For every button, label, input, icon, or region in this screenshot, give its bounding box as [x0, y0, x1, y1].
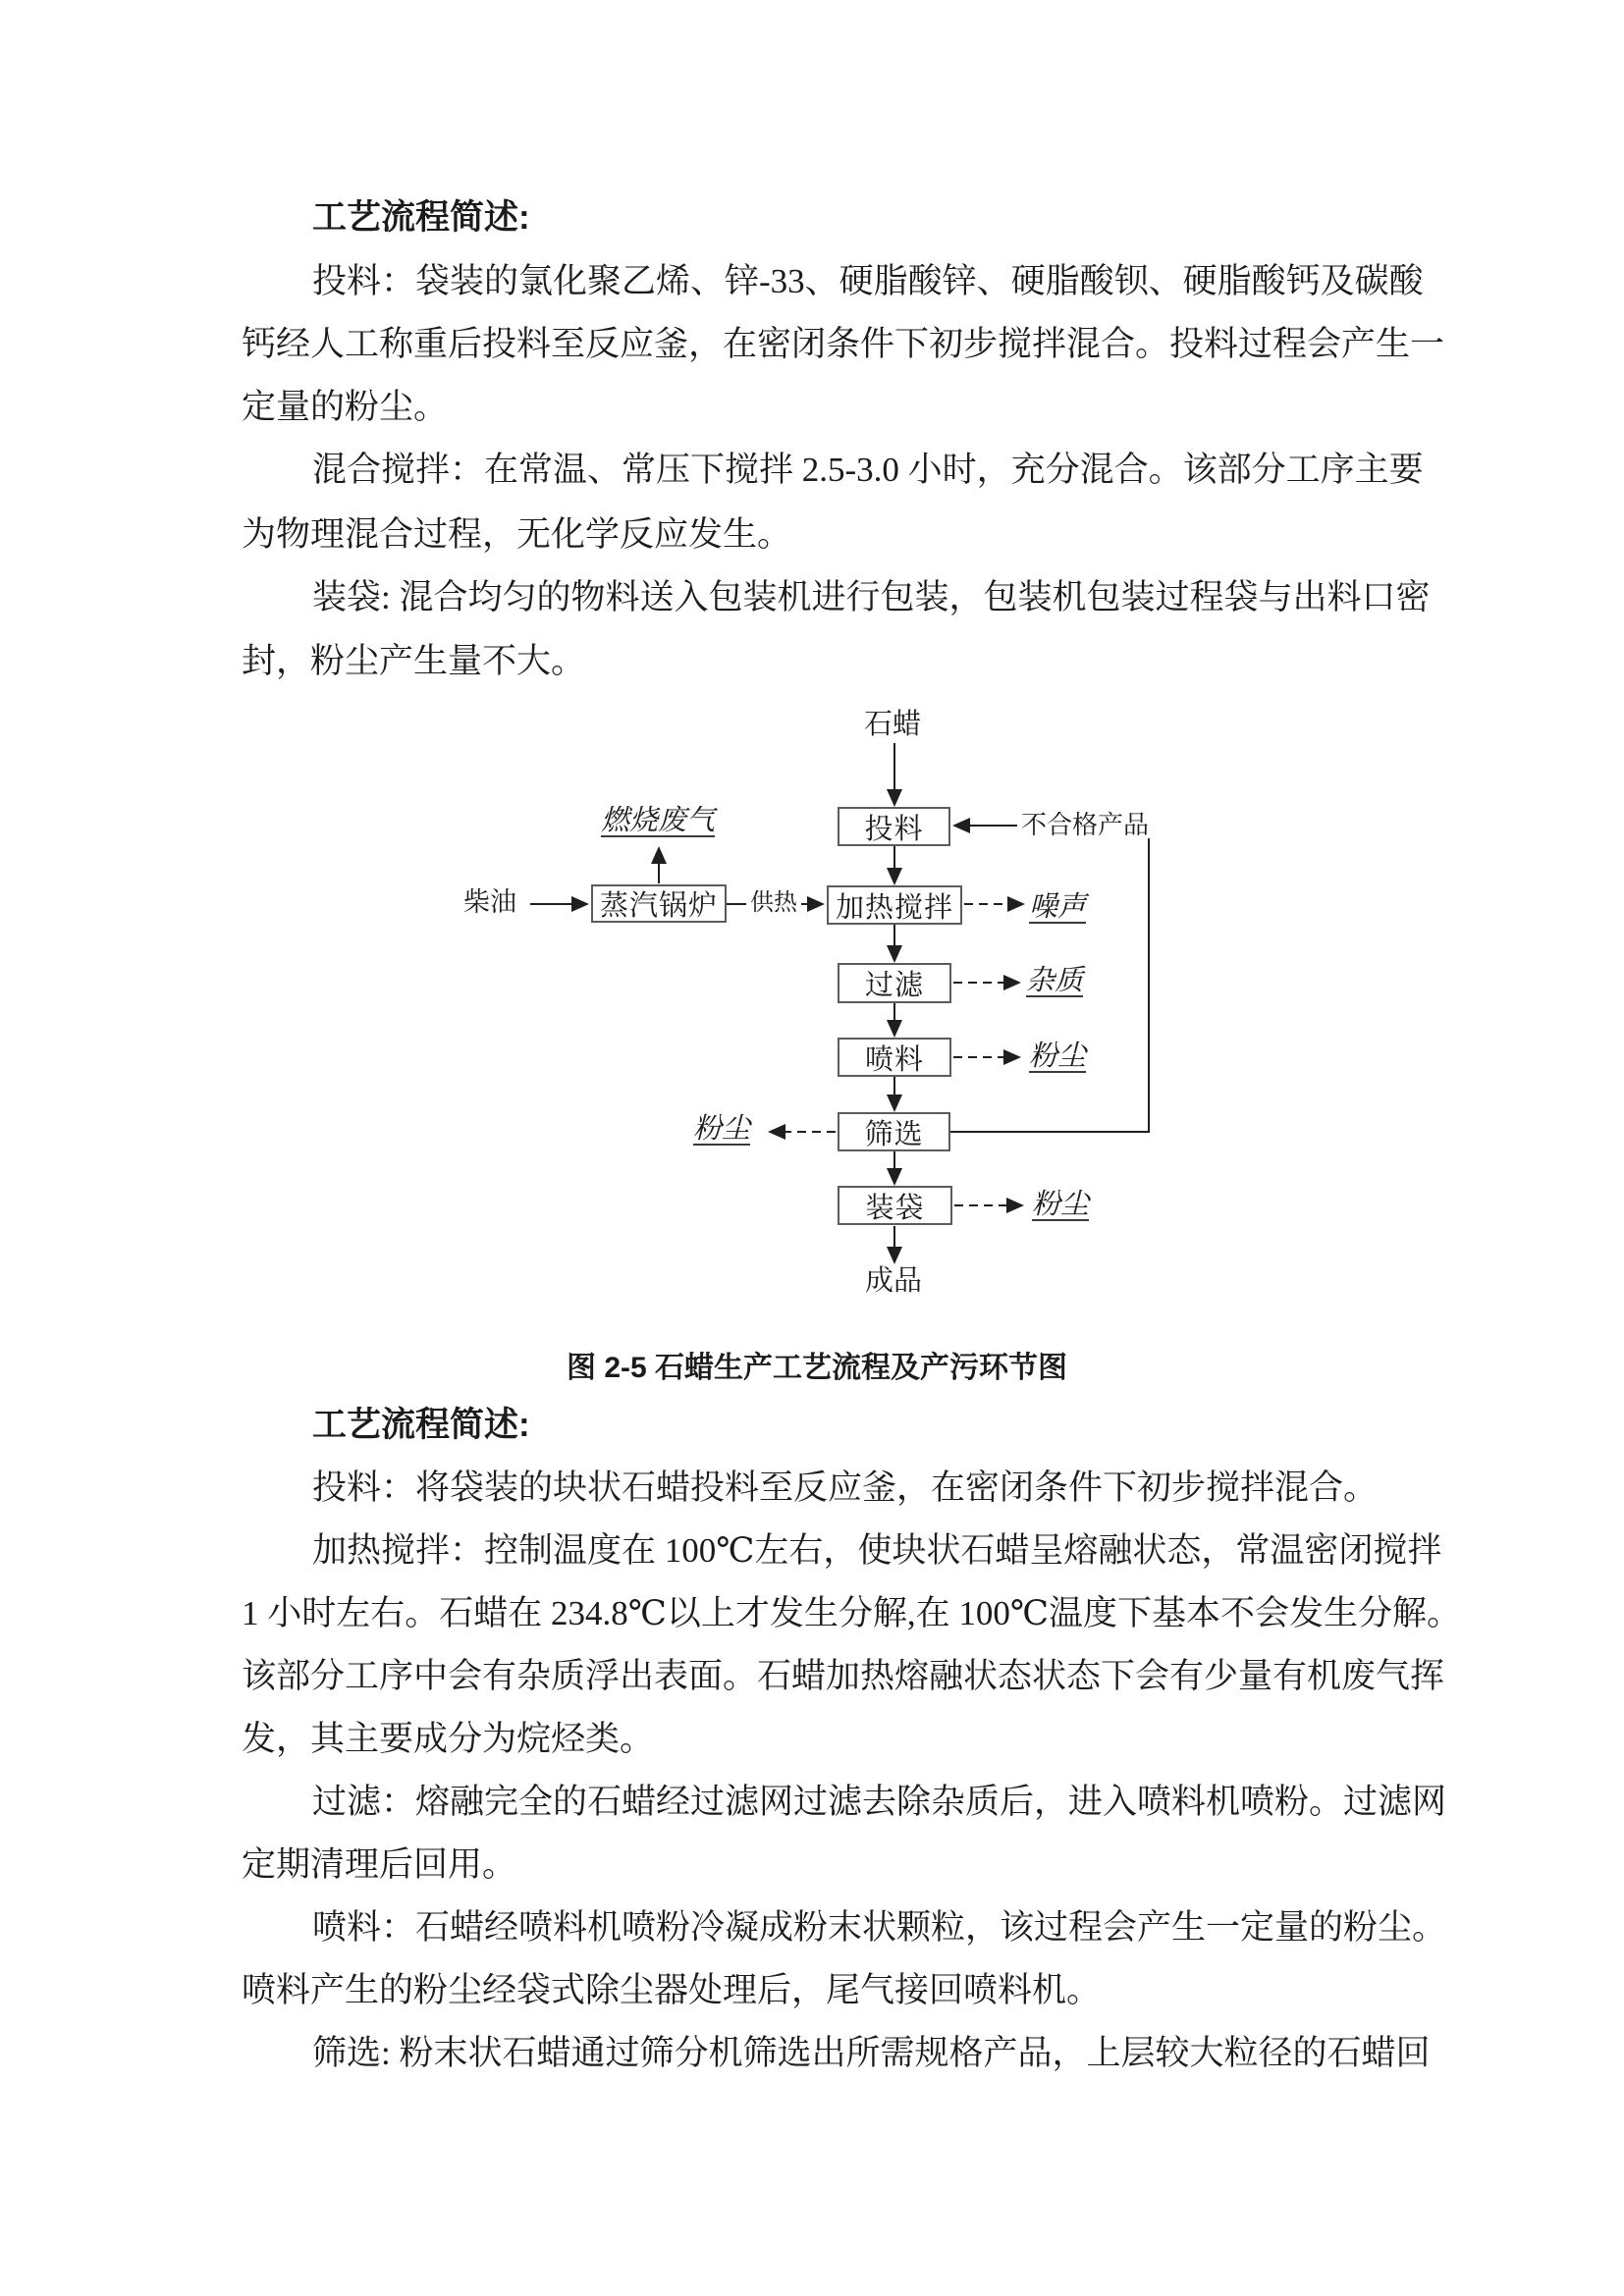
arrowheads: [571, 789, 1025, 1264]
flow-box-spraying: [838, 1038, 951, 1077]
emission-label-dust-screen: 粉尘: [693, 1113, 751, 1145]
flow-label-heat-supply: 供热: [746, 891, 801, 916]
body-line: 封，粉尘产生量不大。: [242, 642, 586, 680]
body-line: 钙经人工称重后投料至反应釜，在密闭条件下初步搅拌混合。投料过程会产生一: [242, 325, 1445, 363]
flow-box-label: 加热搅拌: [835, 891, 953, 924]
flow-box-filtering: [838, 963, 951, 1003]
flow-input-paraffin: 石蜡: [864, 709, 922, 740]
flow-input-diesel: 柴油: [463, 887, 516, 917]
section-heading-top: 工艺流程简述:: [312, 198, 530, 237]
flow-label-offspec-product: 不合格产品: [1017, 812, 1153, 838]
section-heading-bottom: 工艺流程简述:: [312, 1406, 530, 1444]
body-line: 该部分工序中会有杂质浮出表面。石蜡加热熔融状态状态下会有少量有机废气挥: [242, 1657, 1445, 1695]
flow-box-label: 装袋: [865, 1192, 925, 1224]
emission-label-dust-spray: 粉尘: [1029, 1041, 1087, 1072]
body-line: 发，其主要成分为烷烃类。: [242, 1720, 655, 1758]
body-line: 1 小时左右。石蜡在 234.8℃以上才发生分解,在 100℃温度下基本不会发生分解。: [242, 1594, 1462, 1632]
body-line: 过滤：熔融完全的石蜡经过滤网过滤去除杂质后，进入喷料机喷粉。过滤网: [312, 1783, 1447, 1821]
flow-box-label: 筛选: [864, 1118, 924, 1150]
body-line: 为物理混合过程，无化学反应发生。: [242, 515, 792, 554]
body-line: 投料：袋装的氯化聚乙烯、锌-33、硬脂酸锌、硬脂酸钡、硬脂酸钙及碳酸: [312, 262, 1424, 300]
body-line: 喷料产生的粉尘经袋式除尘器处理后，尾气接回喷料机。: [242, 1971, 1102, 2009]
body-line: 装袋: 混合均匀的物料送入包装机进行包装，包装机包装过程袋与出料口密: [312, 578, 1431, 616]
body-line: 定期清理后回用。: [242, 1845, 517, 1884]
emission-label-impurity: 杂质: [1026, 965, 1084, 996]
flow-box-feeding: [838, 807, 950, 846]
body-line: 筛选: 粉末状石蜡通过筛分机筛选出所需规格产品，上层较大粒径的石蜡回: [312, 2034, 1431, 2072]
body-line: 混合搅拌：在常温、常压下搅拌 2.5-3.0 小时，充分混合。该部分工序主要: [312, 451, 1424, 489]
emission-label-dust-bag: 粉尘: [1032, 1189, 1090, 1220]
flow-output-product: 成品: [865, 1265, 923, 1297]
body-line: 投料：将袋装的块状石蜡投料至反应釜，在密闭条件下初步搅拌混合。: [312, 1468, 1379, 1507]
body-line: 定量的粉尘。: [242, 388, 449, 426]
flow-box-heating: [827, 885, 962, 925]
flow-box-label: 蒸汽锅炉: [599, 890, 718, 922]
emission-label-exhaust-gas: 燃烧废气: [601, 805, 716, 836]
flow-box-label: 喷料: [864, 1043, 924, 1076]
flow-box-label: 投料: [864, 813, 924, 845]
flow-box-bagging: [838, 1186, 952, 1225]
emission-label-noise: 噪声: [1029, 891, 1087, 923]
flow-box-screening: [838, 1112, 950, 1151]
body-line: 加热搅拌：控制温度在 100℃左右，使块状石蜡呈熔融状态，常温密闭搅拌: [312, 1531, 1442, 1570]
flow-box-label: 过滤: [864, 970, 924, 1001]
flow-box-boiler: [591, 884, 727, 923]
figure-caption: 图 2-5 石蜡生产工艺流程及产污环节图: [567, 1352, 1068, 1384]
body-line: 喷料：石蜡经喷料机喷粉冷凝成粉末状颗粒，该过程会产生一定量的粉尘。: [312, 1908, 1447, 1947]
